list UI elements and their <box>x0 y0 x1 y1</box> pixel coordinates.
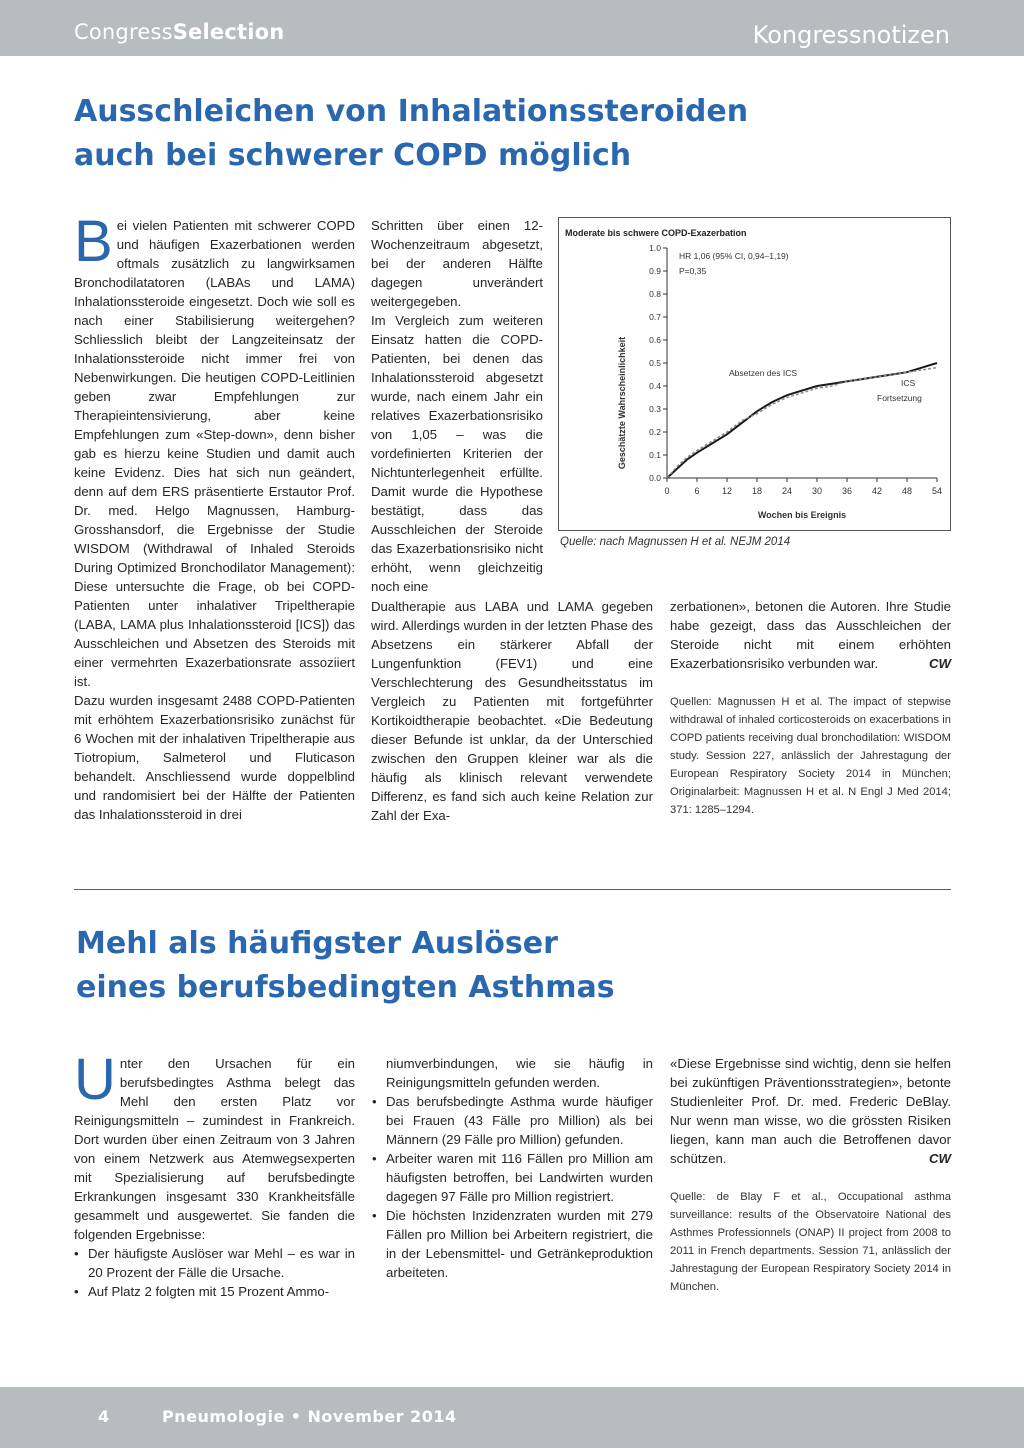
chart-x-tick-label: 18 <box>751 486 763 496</box>
article2-title <box>76 922 615 1010</box>
article1-column-1 <box>74 209 355 824</box>
journal-name: Pneumologie <box>162 1407 285 1426</box>
article1-title-line2: auch bei schwerer COPD möglich <box>74 138 632 173</box>
article1-column-2-upper <box>371 216 543 596</box>
chart-x-tick-label: 0 <box>664 486 670 496</box>
article2-column-1 <box>74 1047 355 1301</box>
article2-column-2 <box>372 1054 653 1282</box>
article1-col2-para3: Dualtherapie aus LABA und LAMA gegeben wird. Allerdings wurden in der letzten Phase des Absetzens ein stärkerer Abfall der Lungenfunktion (FEV1) und eine Verschlechterung des Gesundheitsstatus im Vergleich zu Patienten mit fortgeführter Kortikoidtherapie beobachtet. «Die Bedeutung dieser Befunde ist unklar, da der Unterschied zwischen den Gruppen kleiner war als die häufig als klinisch relevant verwendete Differenz, es fand sich auch keine Relation zur Zahl der Exa- <box>371 599 653 823</box>
chart-series-absetzen <box>667 363 937 478</box>
brand-bold: Selection <box>172 20 285 44</box>
article2-bullet-5: • Die höchsten Inzidenzraten wurden mit 279 Fällen pro Million bei Arbeitern registriert, die in der Lebensmittel- und Getränkeproduktion arbeiteten. <box>372 1206 653 1282</box>
chart-label-absetzen: Absetzen des ICS <box>729 368 798 378</box>
chart-x-tick-label: 54 <box>931 486 943 496</box>
chart-y-tick-label: 0.9 <box>649 266 661 276</box>
chart-label-ics: ICS <box>901 378 916 388</box>
article2-bullet-1: • Der häufigste Auslöser war Mehl – es war in 20 Prozent der Fälle die Ursache. <box>74 1244 355 1282</box>
article1-signature: CW <box>929 656 951 671</box>
chart-x-tick-label: 48 <box>901 486 913 496</box>
chart-x-tick-label: 36 <box>841 486 853 496</box>
article1-col1-para1-text: ei vielen Patienten mit schwerer COPD und häufigen Exazerbationen werden oftmals zusätzlich zu langwirksamen Bronchodilatatoren (LABAs und LAMA) Inhalationssteroide eingesetzt. Doch wie soll es nach einer Stabilisierung weitergehen? Schliesslich bleibt der Langzeiteinsatz der Inhalationssteroide nicht immer frei von Nebenwirkungen. Die heutigen COPD-Leitlinien geben zwar Empfehlungen zur Therapieintensivierung, aber keine Empfehlungen zum «Step-down», denn bisher gab es hierzu keine Studien und damit auch keine Evidenz. Dies hat sich nun geändert, denn auf dem ERS präsentierte Erstautor Prof. Dr. med. Helgo Magnussen, Hamburg-Grosshansdorf, die Ergebnisse der Studie WISDOM (Withdrawal of Inhaled Steroids During Optimized Bronchodilator Management): Diese untersuchte die Frage, ob bei COPD-Patienten unter inhalativer Tripeltherapie (LABA, LAMA plus Inhalationssteroid [ICS]) das Ausschleichen und Absetzen des Steroids mit einer vermehrten Exazerbationsrate assoziiert ist. <box>74 218 355 689</box>
article2-col2-continuation: niumverbindungen, wie sie häufig in Reinigungsmitteln gefunden werden. <box>386 1056 653 1090</box>
chart-title: Moderate bis schwere COPD-Exazerbation <box>565 228 747 238</box>
brand-light: Congress <box>74 20 173 44</box>
chart-y-tick-label: 0.2 <box>649 427 661 437</box>
chart-y-tick-label: 0.7 <box>649 312 661 322</box>
article2-bullets-col2 <box>372 1092 653 1282</box>
chart-frame <box>558 217 951 531</box>
footer-dot: • <box>290 1407 302 1426</box>
article1-col3-para1 <box>670 597 951 673</box>
page-number: 4 <box>98 1407 110 1426</box>
article1-sources: Quellen: Magnussen H et al. The impact of stepwise withdrawal of inhaled corticosteroids on exacerbations in COPD patients receiving dual bronchodilation: WISDOM study. Session 227, anlässlich der Jahrestagung der European Respiratory Society 2014 in München; Originalarbeit: Magnussen H et al. N Engl J Med 2014; 371: 1285–1294. <box>670 696 951 816</box>
article1-title <box>74 90 748 178</box>
chart-x-tick-label: 12 <box>721 486 733 496</box>
chart-y-tick-label: 0.8 <box>649 289 661 299</box>
chart-y-tick-label: 0.1 <box>649 450 661 460</box>
chart-annotation-hr: HR 1,06 (95% CI, 0,94–1,19) <box>679 251 789 261</box>
article1-col2-para2: Im Vergleich zum weiteren Einsatz hatten die COPD-Patienten, bei denen das Inhalationssteroid abgesetzt wurde, nach einem Jahr ein relatives Exazerbationsrisiko von 1,05 – was die vordefinierten Kriterien der Nichtunterlegenheit erfüllte. Damit wurde die Hypothese bestätigt, dass das Ausschleichen der Steroide das Exazerbationsrisiko nicht erhöht, wenn gleichzeitig noch eine <box>371 313 543 594</box>
article2-col1-para1-text: nter den Ursachen für ein berufsbedingtes Asthma belegt das Mehl den ersten Platz vor Reinigungsmitteln – zumindest in Frankreich. Dort wurden über einen Zeitraum von 3 Jahren von einem Netzwerk aus Atemwegsexperten mit Spezialisierung auf berufsbedingte Erkrankungen insgesamt 330 Krankheitsfälle gesammelt und ausgewertet. Sie fanden die folgenden Ergebnisse: <box>74 1056 355 1242</box>
article-divider <box>74 889 951 890</box>
article2-column-3 <box>670 1054 951 1296</box>
article1-title-line1: Ausschleichen von Inhalationssteroiden <box>74 94 749 129</box>
article2-bullet-4: • Arbeiter waren mit 116 Fällen pro Million am häufigsten betroffen, bei Landwirten wurden dagegen 97 Fälle pro Million registriert. <box>372 1149 653 1206</box>
article1-column-2-lower <box>371 597 653 825</box>
chart-label-fortsetzung: Fortsetzung <box>877 393 922 403</box>
article2-col3-para1 <box>670 1054 951 1168</box>
chart-lines <box>667 363 937 478</box>
article1-column-3 <box>670 597 951 819</box>
chart-y-tick-label: 0.0 <box>649 473 661 483</box>
article2-bullets-col1 <box>74 1244 355 1301</box>
chart-y-label: Geschätzte Wahrscheinlichkeit <box>617 336 627 470</box>
chart-x-tick-label: 24 <box>781 486 793 496</box>
chart-x-tick-label: 42 <box>871 486 883 496</box>
article2-signature: CW <box>929 1151 951 1166</box>
article1-col2-para1: Schritten über einen 12-Wochenzeitraum abgesetzt, bei der anderen Hälfte dagegen unverändert weitergegeben. <box>371 218 543 309</box>
article2-sources: Quelle: de Blay F et al., Occupational asthma surveillance: results of the Observatoire National des Asthmes Professionnels (ONAP) II project from 2008 to 2011 in French departments. Session 71, anlässlich der Jahrestagung der European Respiratory Society 2014 in München. <box>670 1191 951 1293</box>
article1-col3-text: zerbationen», betonen die Autoren. Ihre Studie habe gezeigt, dass das Ausschleichen der Steroide nicht mit einem erhöhten Exazerbationsrisiko verbunden war. <box>670 599 951 671</box>
article2-bullet-2: • Auf Platz 2 folgten mit 15 Prozent Ammo- <box>74 1282 355 1301</box>
journal-info <box>162 1407 457 1426</box>
exacerbation-chart <box>559 218 950 530</box>
section-label: Kongressnotizen <box>752 21 950 49</box>
article1-dropcap: B <box>74 209 113 274</box>
chart-x-label: Wochen bis Ereignis <box>757 510 847 520</box>
chart-annotation-p: P=0,35 <box>679 266 707 276</box>
chart-series-fortsetzung <box>667 368 937 478</box>
article1-col1-para1 <box>74 209 355 691</box>
chart-y-tick-label: 0.3 <box>649 404 661 414</box>
article2-bullet-3: • Das berufsbedingte Asthma wurde häufiger bei Frauen (43 Fälle pro Million) als bei Männern (29 Fälle pro Million) gefunden. <box>372 1092 653 1149</box>
journal-date: November 2014 <box>307 1407 457 1426</box>
article2-col1-para1 <box>74 1047 355 1244</box>
article2-dropcap: U <box>74 1047 116 1112</box>
article1-col1-para2: Dazu wurden insgesamt 2488 COPD-Patienten mit erhöhtem Exazerbationsrisiko zunächst für 6 Wochen mit der inhalativen Tripeltherapie aus Tiotropium, Salmeterol und Fluticason behandelt. Anschliessend wurde doppelblind und randomisiert bei der Hälfte der Patienten das Inhalationssteroid in drei <box>74 693 355 822</box>
chart-y-tick-label: 0.5 <box>649 358 661 368</box>
chart-x-tick-label: 6 <box>694 486 700 496</box>
brand-logo <box>74 20 284 44</box>
chart-y-tick-label: 1.0 <box>649 243 661 253</box>
footer-bar <box>0 1387 1024 1448</box>
chart-x-tick-label: 30 <box>811 486 823 496</box>
chart-y-tick-label: 0.4 <box>649 381 661 391</box>
chart-y-tick-label: 0.6 <box>649 335 661 345</box>
article2-title-line2: eines berufsbedingten Asthmas <box>76 970 615 1005</box>
article2-title-line1: Mehl als häufigster Auslöser <box>76 926 558 961</box>
article2-col3-text: «Diese Ergebnisse sind wichtig, denn sie helfen bei zukünftigen Präventionsstrategien», betonte Studienleiter Prof. Dr. med. Frederic DeBlay. Nur wenn man wisse, wo die grössten Risiken liegen, kann man auch die Betroffenen davor schützen. <box>670 1056 951 1166</box>
chart-caption: Quelle: nach Magnussen H et al. NEJM 2014 <box>560 536 791 548</box>
